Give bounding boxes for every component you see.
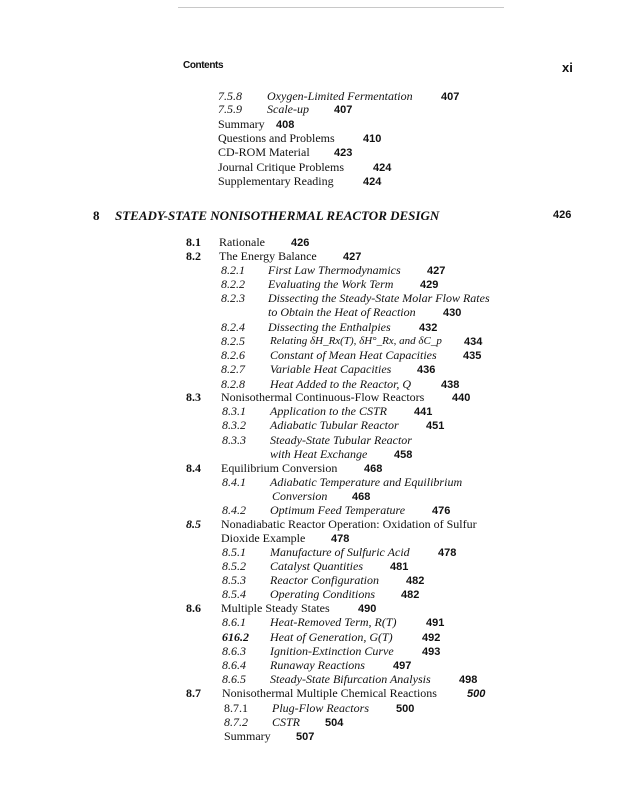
entry-title: Steady-State Tubular Reactor — [270, 433, 412, 447]
entry-number: 8.3 — [186, 390, 201, 404]
entry-title: Nonisothermal Multiple Chemical Reactions — [222, 686, 437, 700]
entry-title: Scale-up — [267, 102, 309, 116]
entry-title: Equilibrium Conversion — [221, 461, 338, 475]
entry-page: 435 — [463, 350, 482, 362]
entry-number: 8.6.1 — [222, 615, 246, 629]
entry-title: Rationale — [219, 235, 265, 249]
entry-title: The Energy Balance — [219, 249, 317, 263]
entry-page: 497 — [393, 660, 412, 672]
toc-entry[interactable] — [218, 117, 295, 131]
entry-number: 8.5 — [186, 517, 201, 531]
entry-title: Summary — [224, 729, 271, 743]
entry-page: 436 — [417, 364, 436, 376]
entry-page: 504 — [325, 717, 344, 729]
entry-page: 491 — [426, 617, 445, 629]
entry-title: First Law Thermodynamics — [268, 263, 401, 277]
entry-number: 8.7.2 — [224, 715, 248, 729]
entry-title: Ignition-Extinction Curve — [270, 644, 394, 658]
entry-page: 500 — [467, 688, 486, 700]
entry-page: 408 — [276, 119, 295, 131]
entry-number: 8.4.2 — [222, 503, 246, 517]
entry-title: Dissecting the Steady-State Molar Flow Rates — [268, 291, 490, 305]
entry-title: Constant of Mean Heat Capacities — [270, 348, 437, 362]
entry-title: Application to the CSTR — [270, 404, 387, 418]
entry-title: Relating δH_Rx(T), δH°_Rx, and δC_p — [270, 335, 442, 347]
entry-page: 426 — [291, 237, 310, 249]
entry-number: 8.2.2 — [221, 277, 245, 291]
entry-number: 7.5.9 — [218, 102, 242, 116]
entry-title: Plug-Flow Reactors — [272, 701, 369, 715]
entry-number: 8.1 — [186, 235, 201, 249]
entry-number: 8.2.5 — [221, 334, 245, 348]
entry-title: Variable Heat Capacities — [270, 362, 392, 376]
entry-number: 8.5.1 — [222, 545, 246, 559]
entry-number: 8.3.1 — [222, 404, 246, 418]
toc-entry[interactable] — [218, 131, 382, 145]
entry-number: 8.3.3 — [222, 433, 246, 447]
running-header: Contents — [183, 60, 224, 71]
entry-page: 440 — [452, 392, 471, 404]
entry-title: Heat Added to the Reactor, Q — [270, 377, 412, 391]
entry-number: 8.2.3 — [221, 291, 245, 305]
chapter-title[interactable]: STEADY-STATE NONISOTHERMAL REACTOR DESIGN — [115, 208, 440, 223]
entry-number: 616.2 — [222, 630, 249, 644]
entry-page: 500 — [396, 703, 415, 715]
entry-page: 423 — [334, 147, 353, 159]
entry-page: 407 — [334, 104, 353, 116]
entry-title: Steady-State Bifurcation Analysis — [270, 672, 431, 686]
entry-title: Questions and Problems — [218, 131, 335, 145]
entry-title: Evaluating the Work Term — [268, 277, 394, 291]
entry-title: Conversion — [272, 489, 328, 503]
toc-entry[interactable] — [218, 145, 353, 159]
page-number: xi — [562, 60, 573, 75]
toc-entry[interactable] — [218, 174, 382, 188]
entry-title: Runaway Reactions — [270, 658, 365, 672]
entry-title: Catalyst Quantities — [270, 559, 363, 573]
entry-page: 498 — [459, 674, 478, 686]
entry-page: 481 — [390, 561, 409, 573]
entry-page: 432 — [419, 322, 438, 334]
entry-number: 8.5.4 — [222, 587, 246, 601]
entry-number: 8.5.3 — [222, 573, 246, 587]
entry-title: Nonadiabatic Reactor Operation: Oxidation of Sulfur — [221, 517, 477, 531]
entry-title: Optimum Feed Temperature — [270, 503, 406, 517]
entry-number: 8.6 — [186, 601, 201, 615]
entry-page: 493 — [422, 646, 441, 658]
entry-number: 8.7 — [186, 686, 201, 700]
entry-title: Multiple Steady States — [221, 601, 330, 615]
entry-number: 8.7.1 — [224, 701, 248, 715]
entry-page: 492 — [422, 632, 441, 644]
entry-number: 8.4.1 — [222, 475, 246, 489]
entry-page: 478 — [331, 533, 350, 545]
entry-page: 438 — [441, 379, 460, 391]
entry-page: 451 — [426, 420, 445, 432]
toc-entry[interactable] — [224, 729, 315, 743]
entry-page: 478 — [438, 547, 457, 559]
entry-page: 427 — [427, 265, 446, 277]
entry-title: Summary — [218, 117, 265, 131]
entry-number: 8.2.8 — [221, 377, 245, 391]
entry-title: Dioxide Example — [221, 531, 306, 545]
entry-page: 427 — [343, 251, 362, 263]
entry-page: 407 — [441, 91, 460, 103]
entry-page: 434 — [464, 336, 483, 348]
entry-page: 507 — [296, 731, 315, 743]
top-rule — [178, 7, 504, 8]
entry-number: 8.2.4 — [221, 320, 245, 334]
entry-title: to Obtain the Heat of Reaction — [268, 305, 416, 319]
entry-title: CD-ROM Material — [218, 145, 310, 159]
entry-title: Oxygen-Limited Fermentation — [267, 89, 413, 103]
entry-number: 8.6.4 — [222, 658, 246, 672]
entry-number: 8.2.1 — [221, 263, 245, 277]
entry-title: CSTR — [272, 715, 301, 729]
entry-title: Adiabatic Temperature and Equilibrium — [270, 475, 463, 489]
entry-title: with Heat Exchange — [270, 447, 368, 461]
entry-title: Heat-Removed Term, R(T) — [270, 615, 397, 629]
entry-title: Adiabatic Tubular Reactor — [270, 418, 399, 432]
entry-title: Reactor Configuration — [270, 573, 379, 587]
entry-page: 430 — [443, 307, 462, 319]
entry-title: Supplementary Reading — [218, 174, 334, 188]
chapter-page: 426 — [553, 209, 572, 221]
entry-number: 8.6.3 — [222, 644, 246, 658]
entry-title: Heat of Generation, G(T) — [270, 630, 393, 644]
entry-number: 8.3.2 — [222, 418, 246, 432]
entry-page: 482 — [401, 589, 420, 601]
entry-title: Operating Conditions — [270, 587, 376, 601]
entry-number: 8.6.5 — [222, 672, 246, 686]
entry-number: 8.5.2 — [222, 559, 246, 573]
entry-title: Journal Critique Problems — [218, 160, 344, 174]
entry-page: 410 — [363, 133, 382, 145]
entry-number: 8.4 — [186, 461, 201, 475]
entry-page: 441 — [414, 406, 433, 418]
chapter-number: 8 — [93, 208, 100, 223]
entry-page: 424 — [363, 176, 382, 188]
entry-page: 482 — [406, 575, 425, 587]
entry-title: Dissecting the Enthalpies — [268, 320, 391, 334]
entry-number: 7.5.8 — [218, 89, 242, 103]
entry-number: 8.2.7 — [221, 362, 245, 376]
entry-page: 429 — [420, 279, 439, 291]
entry-number: 8.2.6 — [221, 348, 245, 362]
entry-page: 468 — [364, 463, 383, 475]
entry-page: 424 — [373, 162, 392, 174]
entry-page: 490 — [358, 603, 377, 615]
entry-page: 476 — [432, 505, 451, 517]
entry-title: Nonisothermal Continuous-Flow Reactors — [221, 390, 425, 404]
entry-number: 8.2 — [186, 249, 201, 263]
entry-page: 468 — [352, 491, 371, 503]
entry-title: Manufacture of Sulfuric Acid — [270, 545, 410, 559]
entry-page: 458 — [394, 449, 413, 461]
toc-entry[interactable] — [218, 160, 392, 174]
